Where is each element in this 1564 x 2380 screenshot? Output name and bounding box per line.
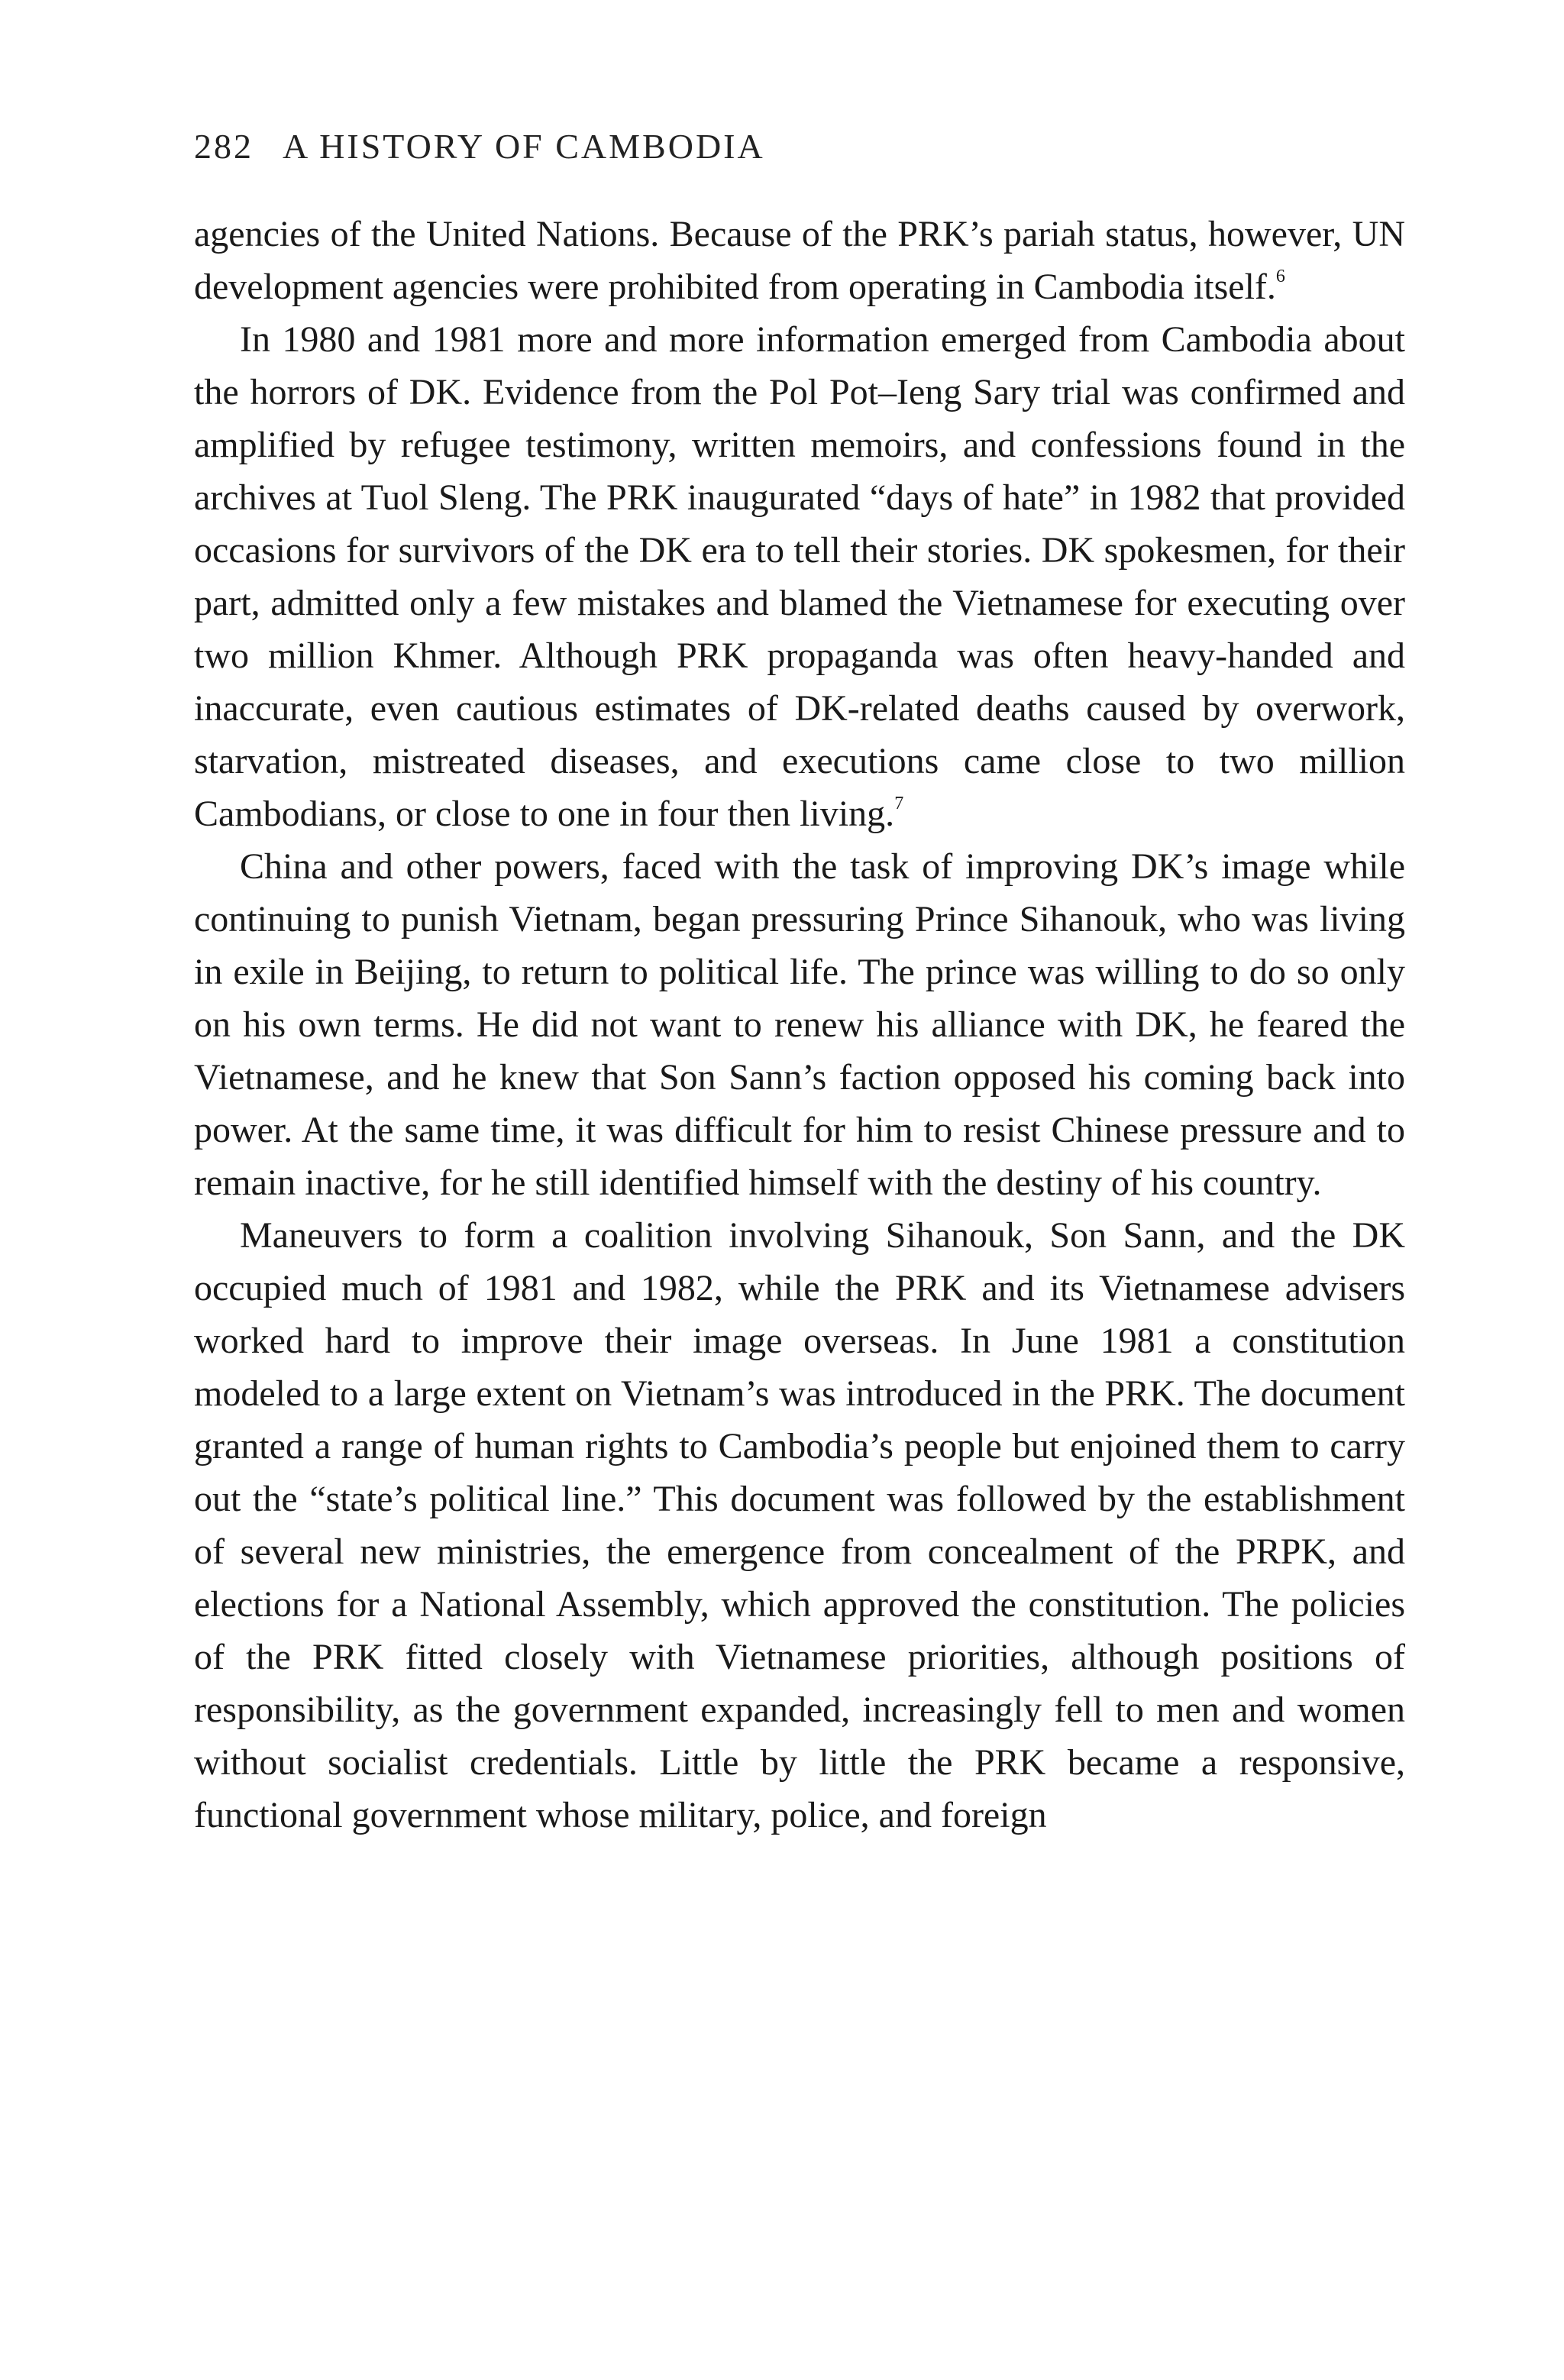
paragraph [194, 1209, 1405, 1842]
paragraph-text: agencies of the United Nations. Because of the PRK’s pariah status, however, UN development agencies were prohibited from operating in Cambodia itself. [194, 214, 1405, 307]
running-title: A HISTORY OF CAMBODIA [283, 127, 765, 166]
page-number: 282 [194, 127, 254, 166]
paragraph-text: In 1980 and 1981 more and more information emerged from Cambodia about the horrors of DK. Evidence from the Pol Pot–Ieng Sary trial was confirmed and amplified by refugee testimony, written memoirs, and confessions found in the archives at Tuol Sleng. The PRK inaugurated “days of hate” in 1982 that provided occasions for survivors of the DK era to tell their stories. DK spokesmen, for their part, admitted only a few mistakes and blamed the Vietnamese for executing over two million Khmer. Although PRK propaganda was often heavy-handed and inaccurate, even cautious estimates of DK-related deaths caused by overwork, starvation, mistreated diseases, and executions came close to two million Cambodians, or close to one in four then living. [194, 319, 1405, 834]
footnote-ref: 7 [894, 794, 904, 813]
paragraph [194, 840, 1405, 1209]
book-page [194, 122, 1405, 1842]
paragraph [194, 208, 1405, 313]
footnote-ref: 6 [1275, 267, 1285, 286]
paragraph [194, 313, 1405, 840]
paragraph-text: China and other powers, faced with the task of improving DK’s image while continuing to punish Vietnam, began pressuring Prince Sihanouk, who was living in exile in Beijing, to return to political life. The prince was willing to do so only on his own terms. He did not want to renew his alliance with DK, he feared the Vietnamese, and he knew that Son Sann’s faction opposed his coming back into power. At the same time, it was difficult for him to resist Chinese pressure and to remain inactive, for he still identified himself with the destiny of his country. [194, 846, 1405, 1203]
body-text [194, 208, 1405, 1842]
running-head [194, 122, 1405, 171]
paragraph-text: Maneuvers to form a coalition involving Sihanouk, Son Sann, and the DK occupied much of 1981 and 1982, while the PRK and its Vietnamese advisers worked hard to improve their image overseas. In June 1981 a constitution modeled to a large extent on Vietnam’s was introduced in the PRK. The document granted a range of human rights to Cambodia’s people but enjoined them to carry out the “state’s political line.” This document was followed by the establishment of several new ministries, the emergence from concealment of the PRPK, and elections for a National Assembly, which approved the constitution. The policies of the PRK fitted closely with Vietnamese priorities, although positions of responsibility, as the government expanded, increasingly fell to men and women without socialist credentials. Little by little the PRK became a responsive, functional government whose military, police, and foreign [194, 1215, 1405, 1835]
